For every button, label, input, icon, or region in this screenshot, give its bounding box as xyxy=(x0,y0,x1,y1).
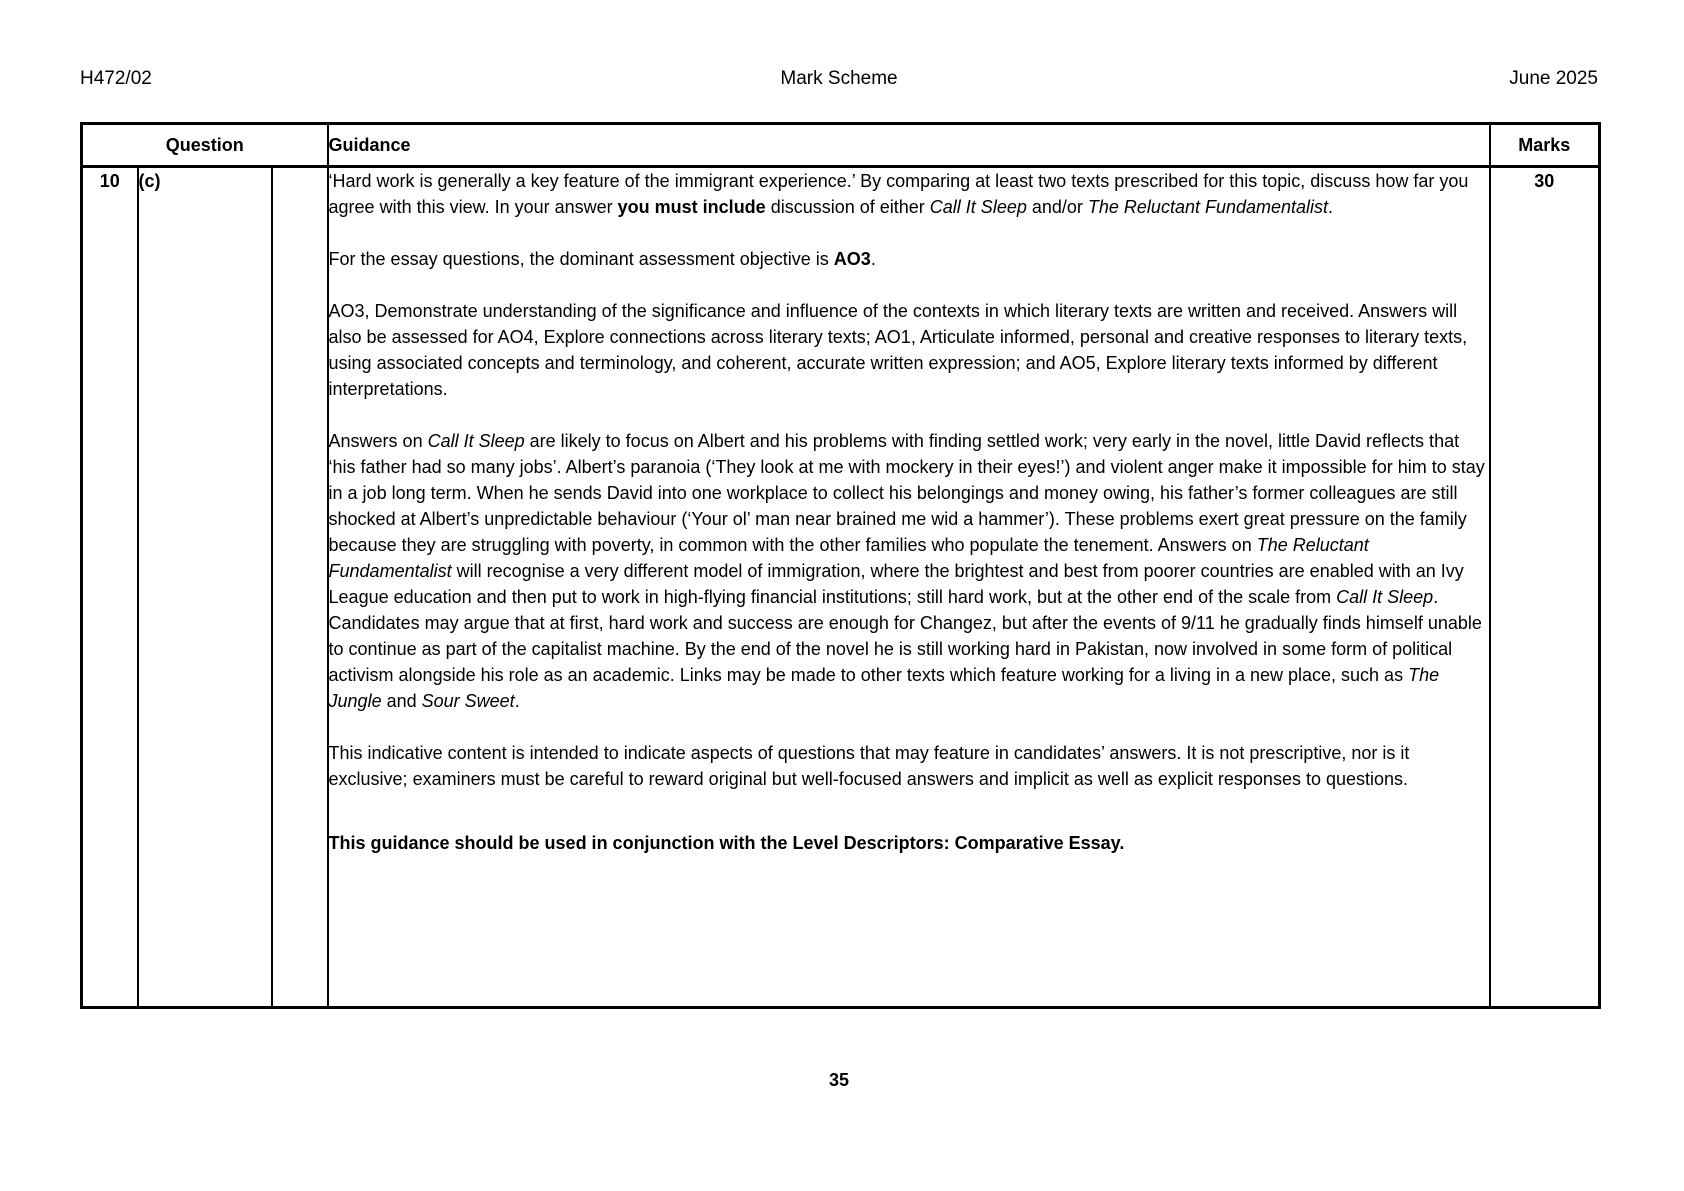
text-segment: are likely to focus on Albert and his problems with finding settled work; very early in the novel, little David reflects that ‘his father had so many jobs’. Albert’s paranoia (‘They look at me with mockery in their eyes!’) and violent anger make it impossible for him to stay in a job long term. When he sends David into one workplace to collect his belongings and money owing, his father’s former colleagues are still shocked at Albert’s unpredictable behaviour (‘Your ol’ man near brained me wid a hammer’). These problems exert great pressure on the family because they are struggling with poverty, in common with the other families who populate the tenement. Answers on xyxy=(328,431,1485,555)
guidance-paragraph xyxy=(329,428,1489,714)
text-segment: discussion of either xyxy=(765,197,930,217)
document-date: June 2025 xyxy=(1509,68,1598,89)
text-segment: For the essay questions, the dominant assessment objective is xyxy=(328,249,834,269)
page-number: 35 xyxy=(828,1070,850,1090)
document-title: Mark Scheme xyxy=(780,68,898,89)
guidance-paragraph xyxy=(329,298,1489,402)
text-segment: Call It Sleep xyxy=(929,197,1027,217)
table-row xyxy=(82,167,1600,1008)
page-header xyxy=(80,68,1598,90)
guidance-paragraph xyxy=(329,830,1489,856)
text-segment: This indicative content is intended to indicate aspects of questions that may feature in candidates’ answers. It is not prescriptive, nor is it exclusive; examiners must be careful to reward original but well-focused answers and implicit as well as explicit responses to questions. xyxy=(328,743,1410,789)
text-segment: Sour Sweet xyxy=(421,691,515,711)
text-segment: you must include xyxy=(617,197,766,217)
text-segment: Call It Sleep xyxy=(1336,587,1434,607)
text-segment: will recognise a very different model of immigration, where the brightest and best from poorer countries are enabled with an Ivy League education and then put to work in high-flying financial institutions; still hard work, but at the other end of the scale from xyxy=(328,561,1464,607)
text-segment: . xyxy=(1328,197,1334,217)
guidance-paragraph xyxy=(329,246,1489,272)
document-code: H472/02 xyxy=(80,68,152,89)
question-subpart-empty-cell xyxy=(272,167,328,1008)
marks-column-header: Marks xyxy=(1490,124,1600,167)
guidance-column-header: Guidance xyxy=(328,124,1490,167)
guidance-cell-content xyxy=(329,168,1489,1006)
text-segment: AO3, Demonstrate understanding of the significance and influence of the contexts in which literary texts are written and received. Answers will also be assessed for AO4, Explore connections across literary texts; AO1, Articulate informed, personal and creative responses to literary texts, using associated concepts and terminology, and coherent, accurate written expression; and AO5, Explore literary texts informed by different interpretations. xyxy=(328,301,1468,399)
mark-scheme-table xyxy=(80,122,1601,1009)
guidance-paragraph xyxy=(329,168,1489,220)
text-segment: Answers on xyxy=(328,431,428,451)
text-segment: . xyxy=(514,691,520,711)
text-segment: Call It Sleep xyxy=(427,431,525,451)
text-segment: AO3 xyxy=(833,249,871,269)
text-segment: The Reluctant Fundamentalist xyxy=(1087,197,1329,217)
text-segment: and/or xyxy=(1026,197,1088,217)
guidance-paragraph xyxy=(329,740,1489,792)
text-segment: The Jungle xyxy=(328,665,1440,711)
text-segment: ‘Hard work is generally a key feature of the immigrant experience.’ By comparing at least two texts prescribed for this topic, discuss how far you agree with this view. In your answer xyxy=(328,171,1469,217)
question-part: (c) xyxy=(138,167,272,1008)
question-column-header: Question xyxy=(82,124,328,167)
table-header-row xyxy=(82,124,1600,167)
text-segment: . Candidates may argue that at first, hard work and success are enough for Changez, but after the events of 9/11 he gradually finds himself unable to continue as part of the capitalist machine. By the end of the novel he is still working hard in Pakistan, now involved in some form of political activism alongside his role as an academic. Links may be made to other texts which feature working for a living in a new place, such as xyxy=(328,587,1482,685)
guidance-cell xyxy=(328,167,1490,1008)
text-segment: The Reluctant Fundamentalist xyxy=(328,535,1369,581)
text-segment: . xyxy=(870,249,876,269)
question-number: 10 xyxy=(82,167,138,1008)
text-segment: and xyxy=(381,691,422,711)
text-segment: This guidance should be used in conjunction with the Level Descriptors: Comparative Essay. xyxy=(328,833,1125,853)
marks-value: 30 xyxy=(1490,167,1600,1008)
